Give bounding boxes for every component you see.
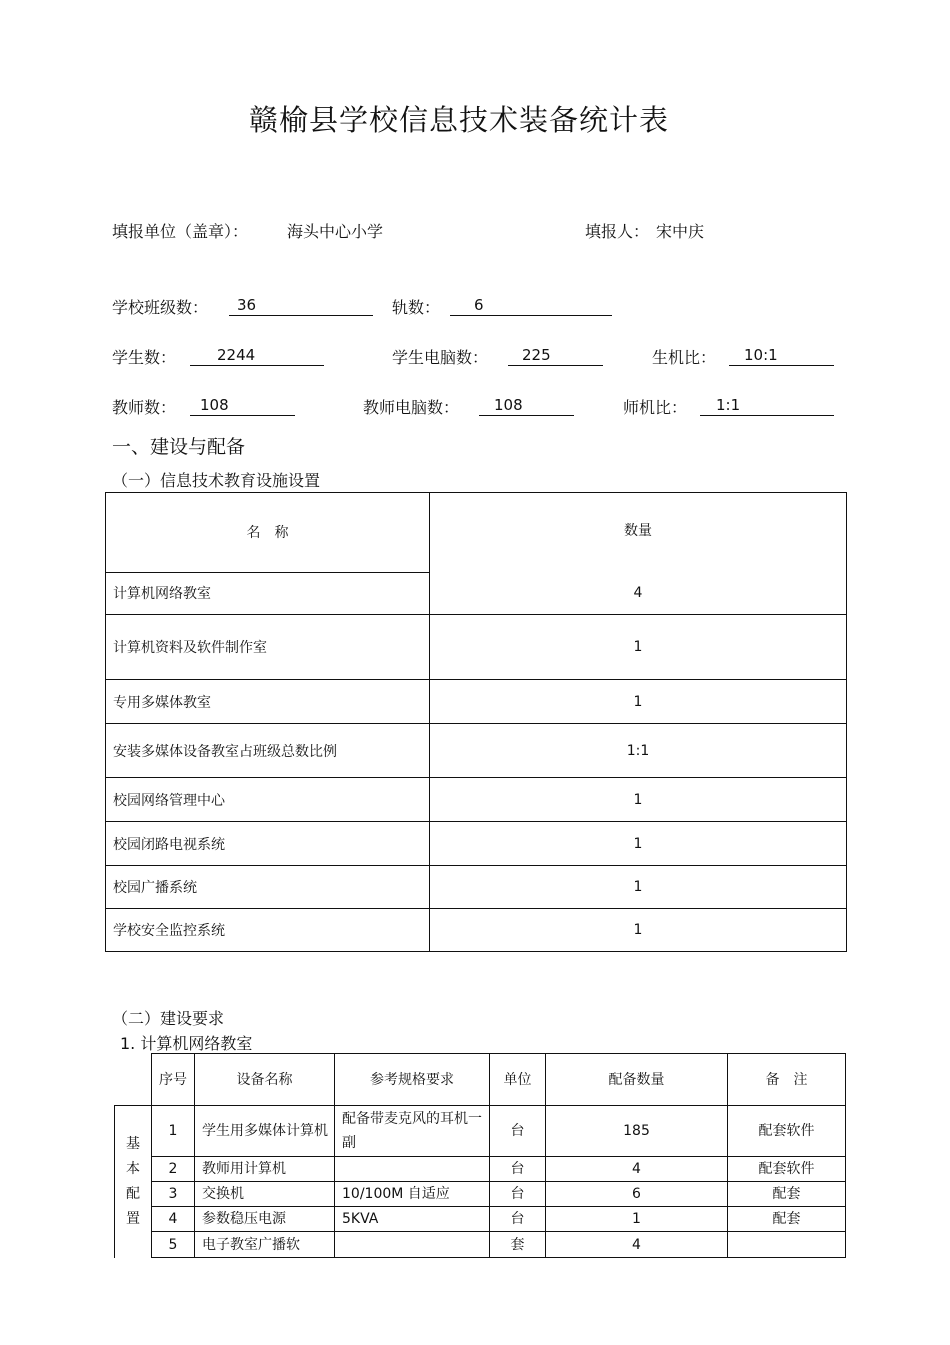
row-spec: 10/100M 自适应 <box>335 1182 490 1207</box>
row-spec: 5KVA <box>335 1207 490 1232</box>
teachers-value: 108 <box>200 396 229 414</box>
row-quantity: 4 <box>633 585 643 601</box>
row-quantity: 4 <box>546 1232 728 1258</box>
teacher-ratio-label: 师机比： <box>623 398 688 417</box>
row-quantity: 1:1 <box>430 724 847 778</box>
table-row <box>115 1157 846 1182</box>
group-label <box>115 1106 152 1258</box>
table-row <box>115 1106 846 1157</box>
table-row <box>106 909 847 952</box>
tracks-field <box>450 295 612 316</box>
table-row <box>106 724 847 778</box>
row-quantity: 1 <box>546 1207 728 1232</box>
row-name: 校园闭路电视系统 <box>106 822 430 866</box>
teacher-pcs-value: 108 <box>494 396 523 414</box>
unit-value: 海头中心小学 <box>287 222 384 241</box>
facility-table <box>105 492 847 952</box>
student-pcs-field <box>508 345 603 366</box>
student-ratio-value: 10:1 <box>744 346 778 364</box>
row-name: 学校安全监控系统 <box>106 909 430 952</box>
table-row <box>106 778 847 822</box>
tracks-value: 6 <box>474 296 484 314</box>
row-quantity: 1 <box>430 909 847 952</box>
reporter-label: 填报人： <box>585 222 650 241</box>
col-header-unit: 单位 <box>490 1054 546 1106</box>
teachers-label: 教师数： <box>112 398 177 417</box>
row-quantity: 1 <box>430 680 847 724</box>
col-header-quantity <box>430 493 847 615</box>
table-row <box>115 1232 846 1258</box>
group-label-text: 基本配置 <box>126 1136 140 1227</box>
row-unit: 台 <box>490 1106 546 1157</box>
student-ratio-label: 生机比： <box>652 348 717 367</box>
row-name: 安装多媒体设备教室占班级总数比例 <box>106 724 430 778</box>
row-device: 学生用多媒体计算机 <box>195 1106 335 1157</box>
row-remark: 配套 <box>728 1207 846 1232</box>
row-spec <box>335 1232 490 1258</box>
row-quantity: 4 <box>546 1157 728 1182</box>
row-seq: 3 <box>152 1182 195 1207</box>
row-remark: 配套 <box>728 1182 846 1207</box>
students-field <box>190 345 324 366</box>
row-name: 专用多媒体教室 <box>106 680 430 724</box>
col-header-seq: 序号 <box>152 1054 195 1106</box>
row-seq: 5 <box>152 1232 195 1258</box>
unit-label: 填报单位（盖章）： <box>112 222 249 241</box>
row-quantity: 1 <box>430 778 847 822</box>
row-unit: 台 <box>490 1182 546 1207</box>
section1-heading: 一、建设与配备 <box>112 436 246 458</box>
col-header-name: 名 称 <box>106 493 430 573</box>
classes-value: 36 <box>237 296 257 314</box>
row-unit: 台 <box>490 1157 546 1182</box>
row-device: 教师用计算机 <box>195 1157 335 1182</box>
table-row <box>115 1182 846 1207</box>
classes-label: 学校班级数： <box>112 298 209 317</box>
classes-field <box>229 295 373 316</box>
row-device: 参数稳压电源 <box>195 1207 335 1232</box>
table-row <box>106 822 847 866</box>
teachers-field <box>190 395 295 416</box>
row-quantity: 185 <box>546 1106 728 1157</box>
row-name: 计算机资料及软件制作室 <box>106 615 430 680</box>
col-header-spec: 参考规格要求 <box>335 1054 490 1106</box>
section1-subheading: （一）信息技术教育设施设置 <box>112 471 321 490</box>
col-header-quantity: 配备数量 <box>546 1054 728 1106</box>
row-quantity: 1 <box>430 866 847 909</box>
student-ratio-field <box>729 345 834 366</box>
section2-subheading: 1. 计算机网络教室 <box>120 1034 253 1053</box>
row-device: 交换机 <box>195 1182 335 1207</box>
row-name: 校园广播系统 <box>106 866 430 909</box>
tracks-label: 轨数： <box>392 298 441 317</box>
row-spec: 配备带麦克风的耳机一副 <box>335 1106 490 1157</box>
table-row <box>106 680 847 724</box>
reporter-value: 宋中庆 <box>656 222 705 241</box>
row-remark <box>728 1232 846 1258</box>
row-quantity: 1 <box>430 822 847 866</box>
row-seq: 2 <box>152 1157 195 1182</box>
row-unit: 台 <box>490 1207 546 1232</box>
network-classroom-table <box>114 1053 846 1258</box>
teacher-ratio-value: 1:1 <box>716 396 741 414</box>
student-pcs-label: 学生电脑数： <box>392 348 489 367</box>
students-label: 学生数： <box>112 348 177 367</box>
row-quantity: 1 <box>430 615 847 680</box>
page-title: 赣榆县学校信息技术装备统计表 <box>248 103 669 137</box>
row-remark: 配套软件 <box>728 1157 846 1182</box>
students-value: 2244 <box>217 346 256 364</box>
row-quantity: 6 <box>546 1182 728 1207</box>
table-row <box>106 866 847 909</box>
corner-cell <box>115 1054 152 1106</box>
teacher-pcs-label: 教师电脑数： <box>363 398 460 417</box>
col-header-remark: 备 注 <box>728 1054 846 1106</box>
table-row <box>115 1207 846 1232</box>
row-spec <box>335 1157 490 1182</box>
teacher-pcs-field <box>479 395 574 416</box>
student-pcs-value: 225 <box>522 346 551 364</box>
row-device: 电子教室广播软 <box>195 1232 335 1258</box>
section2-heading: （二）建设要求 <box>112 1009 225 1028</box>
table-header-row <box>115 1054 846 1106</box>
row-seq: 1 <box>152 1106 195 1157</box>
table-header-row <box>106 493 847 573</box>
row-remark: 配套软件 <box>728 1106 846 1157</box>
quantity-header-label: 数量 <box>624 523 652 539</box>
teacher-ratio-field <box>700 395 834 416</box>
col-header-device: 设备名称 <box>195 1054 335 1106</box>
row-seq: 4 <box>152 1207 195 1232</box>
row-name: 计算机网络教室 <box>106 572 430 614</box>
row-name: 校园网络管理中心 <box>106 778 430 822</box>
table-row <box>106 615 847 680</box>
row-unit: 套 <box>490 1232 546 1258</box>
